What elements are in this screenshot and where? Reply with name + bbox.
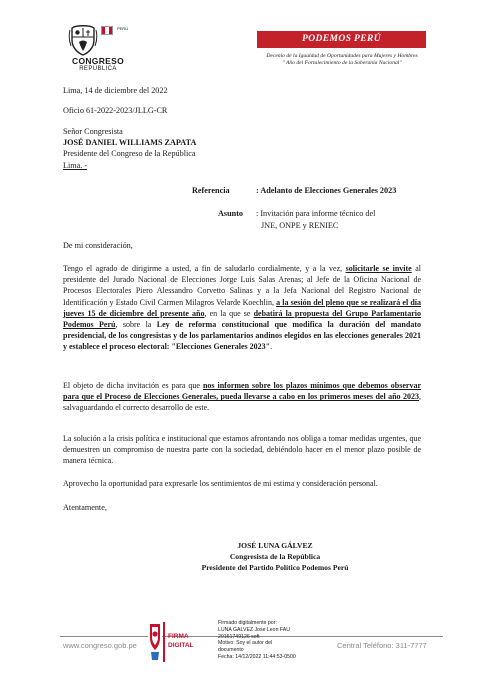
decenio-caption: Decenio de la Igualdad de Oportunidades para Mujeres y Hombres " Año del Fortalecimiento de la Soberanía Nacional" bbox=[266, 53, 418, 67]
referencia-label: Referencia bbox=[192, 186, 230, 195]
paragraph-objective: El objeto de dicha invitación es para que nos informen sobre los plazos mínimos que debemos observar para que el Proceso de Elecciones Generales, pueda llevarse a cabo en los primeros meses del año 2023, salvaguardando el correcto desarrollo de este. bbox=[63, 381, 421, 413]
party-banner: PODEMOS PERÚ bbox=[257, 31, 426, 48]
footer-website: www.congreso.gob.pe bbox=[63, 641, 137, 650]
recipient-city: Lima. - bbox=[63, 161, 88, 170]
referencia-value: : Adelanto de Elecciones Generales 2023 bbox=[256, 186, 397, 195]
paragraph-closing: Aprovecho la oportunidad para expresarle los sentimientos de mi estima y consideración personal. bbox=[63, 479, 378, 488]
salutation: Señor Congresista bbox=[63, 127, 123, 136]
signer-title-2: Presidente del Partido Político Podemos Perú bbox=[201, 563, 349, 572]
footer-phone: Central Teléfono: 311-7777 bbox=[337, 641, 427, 650]
signer-name: JOSÉ LUNA GÁLVEZ bbox=[237, 541, 313, 550]
peru-label: PERÚ bbox=[116, 26, 129, 31]
letter-date: Lima, 14 de diciembre del 2022 bbox=[63, 86, 168, 95]
congreso-wordmark: CONGRESO bbox=[72, 56, 124, 66]
paragraph-invitation: Tengo el agrado de dirigirme a usted, a fin de saludarlo cordialmente, y a la vez, solicitarle se invite al presidente del Jurado Nacional de Elecciones Jorge Luis Salas Arenas; al Jefe de la Oficina Nacional de Procesos Electorales Piero Alessandro Corvetto Salinas y a la Jefa Nacional del Registro Nacional de Identificación y Estado Civil Carmen Milagros Velarde Koechlin, a la sesión del pleno que se realizará el día jueves 15 de diciembre del presente año, en la que se debatirá la propuesta del Grupo Parlamentario Podemos Perú, sobre la Ley de reforma constitucional que modifica la duración del mandato presidencial, de los congresistas y de los parlamentarios andinos elegidos en las elecciones generales 2021 y establece el proceso electoral: "Elecciones Generales 2023". bbox=[63, 264, 422, 352]
recipient-name: JOSÉ DANIEL WILLIAMS ZAPATA bbox=[63, 138, 197, 147]
firma-digital-stamp-icon bbox=[146, 618, 198, 666]
svg-text:FIRMA: FIRMA bbox=[168, 633, 189, 640]
digital-signature-details: Firmado digitalmente por: LUNA GALVEZ Jose Leon FAU 20161749126 soft Motivo: Soy el autor del documento Fecha: 14/12/2022 11:44:53-0500 bbox=[218, 620, 296, 660]
oficio-number: Oficio 61-2022-2023/JLLG-CR bbox=[63, 106, 168, 115]
asunto-value-line-2: JNE, ONPE y RENIEC bbox=[261, 221, 339, 230]
peru-flag-icon bbox=[101, 26, 113, 35]
congreso-logo bbox=[60, 24, 136, 73]
asunto-label: Asunto bbox=[218, 209, 244, 218]
signer-title-1: Congresista de la República bbox=[229, 552, 321, 561]
asunto-value-line-1: : Invitación para informe técnico del bbox=[256, 209, 376, 218]
coat-of-arms-icon bbox=[68, 24, 98, 56]
svg-text:DIGITAL: DIGITAL bbox=[168, 642, 194, 649]
closing-word: Atentamente, bbox=[63, 503, 107, 512]
greeting: De mi consideración, bbox=[63, 241, 133, 250]
paragraph-solution: La solución a la crisis política e institucional que estamos afrontando nos obliga a tomar medidas urgentes, que demuestren un compromiso de nuestra parte con la sociedad, debiéndolo hacer en el menor plazo posible de manera técnica. bbox=[63, 434, 421, 466]
republica-wordmark: REPÚBLICA bbox=[79, 66, 117, 72]
recipient-title: Presidente del Congreso de la República bbox=[63, 149, 196, 158]
